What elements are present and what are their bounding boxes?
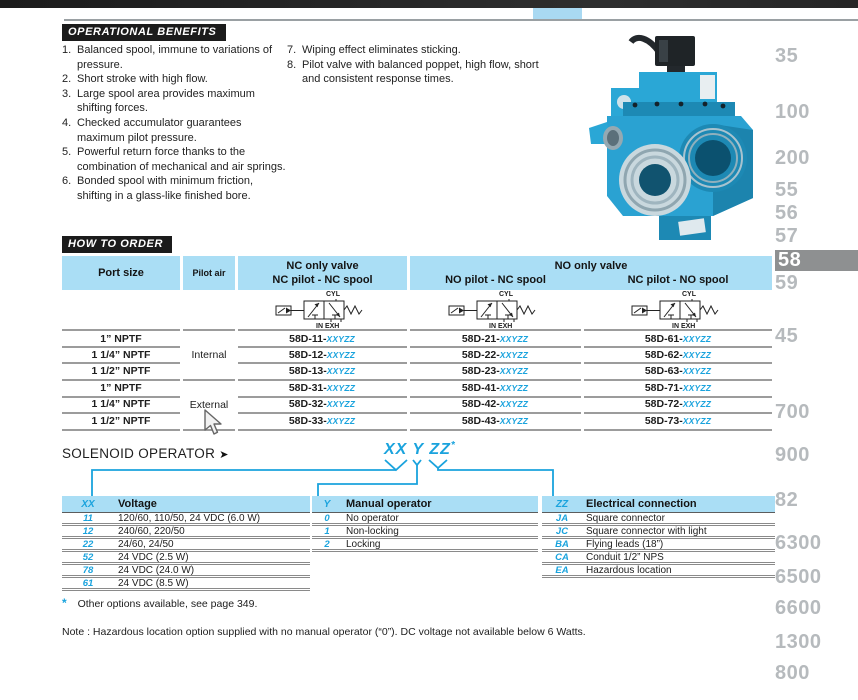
manual-operator-table <box>312 496 538 552</box>
port-size-value: 1 1/4” NPTF <box>91 349 151 361</box>
page-tab-900: 900 <box>775 444 810 466</box>
port-size-value: 1” NPTF <box>100 382 142 394</box>
port-size-value: 1” NPTF <box>100 333 142 345</box>
port-size-value: 1 1/2” NPTF <box>91 365 151 377</box>
part-number: 58D-11-XXYZZ <box>289 333 355 345</box>
code-header-y: Y <box>323 498 331 510</box>
part-number: 58D-61-XXYZZ <box>644 333 712 345</box>
page-tab-6500: 6500 <box>775 566 822 588</box>
valve-schematic-icon <box>274 299 370 323</box>
part-number: 58D-21-XXYZZ <box>461 333 529 345</box>
section-title-operational-benefits: OPERATIONAL BENEFITS <box>62 24 226 41</box>
electrical-row: JA Square connector <box>542 513 775 526</box>
page-tab-82: 82 <box>775 489 799 511</box>
voltage-row: 52 24 VDC (2.5 W) <box>62 552 310 565</box>
mouse-cursor <box>203 409 225 437</box>
page-tab-800: 800 <box>775 662 810 684</box>
symbol-label-cyl: CYL <box>326 291 340 298</box>
nc-valve-title: NC only valve <box>286 260 359 272</box>
part-number: 58D-72-XXYZZ <box>644 398 712 410</box>
part-number: 58D-23-XXYZZ <box>461 365 529 377</box>
symbol-label-in-exh: IN EXH <box>316 323 340 330</box>
voltage-table-header: XX Voltage <box>62 496 310 513</box>
arrowhead-icon: ➤ <box>219 449 229 461</box>
benefit-item: 3. Large spool area provides maximum shifting forces. <box>62 87 255 115</box>
part-number: 58D-62-XXYZZ <box>644 349 712 361</box>
voltage-row: 78 24 VDC (24.0 W) <box>62 565 310 578</box>
asterisk-mark: * <box>62 596 67 610</box>
solenoid-operator-heading: SOLENOID OPERATOR ➤ <box>62 446 229 461</box>
benefit-item: 1. Balanced spool, immune to variations of pressure. <box>62 44 273 71</box>
benefits-list-right <box>287 43 542 87</box>
page-top-rule <box>64 19 858 21</box>
page-tab-35: 35 <box>775 45 799 67</box>
benefit-item: 7. Wiping effect eliminates sticking. <box>287 44 461 56</box>
symbol-label-in-exh: IN EXH <box>672 323 696 330</box>
electrical-row: CA Conduit 1/2” NPS <box>542 552 775 565</box>
column-header-pilot-air: Pilot air <box>183 256 235 290</box>
part-number: 58D-71-XXYZZ <box>644 382 712 394</box>
page-tab-56: 56 <box>775 202 799 224</box>
part-number: 58D-42-XXYZZ <box>461 398 529 410</box>
no-valve-subtitles <box>410 273 772 287</box>
benefit-item: 6. Bonded spool with minimum friction, shifting in a glass-like finished bore. <box>62 175 254 202</box>
footnote: * Other options available, see page 349. <box>62 596 258 610</box>
benefit-item: 2. Short stroke with high flow. <box>62 73 208 86</box>
electrical-connection-table-header: ZZ Electrical connection <box>542 496 775 513</box>
page-tab-55: 55 <box>775 179 799 201</box>
page-tab-59: 59 <box>775 272 799 294</box>
manual-operator-row: 0 No operator <box>312 513 538 526</box>
symbol-label-cyl: CYL <box>682 291 696 298</box>
symbol-label-in-exh: IN EXH <box>489 323 513 330</box>
column-header-port-size: Port size <box>62 256 180 290</box>
asterisk-mark: * <box>450 440 456 451</box>
page-tab-700: 700 <box>775 401 810 423</box>
benefit-item: 8. Pilot valve with balanced poppet, high flow, short and consistent response times. <box>287 58 539 86</box>
electrical-row: JC Square connector with light <box>542 526 775 539</box>
symbol-label-cyl: CYL <box>499 291 513 298</box>
part-number: 58D-12-XXYZZ <box>288 349 356 361</box>
part-number: 58D-43-XXYZZ <box>461 415 529 427</box>
part-number: 58D-32-XXYZZ <box>288 398 356 410</box>
nc-pilot-no-spool-label: NC pilot - NO spool <box>627 274 729 286</box>
order-code-xxyzz: XX Y ZZ* <box>384 440 456 458</box>
section-title-how-to-order: HOW TO ORDER <box>62 236 172 253</box>
page-tab-6300: 6300 <box>775 532 822 554</box>
no-valve-title: NO only valve <box>554 260 628 272</box>
benefits-list-left <box>62 43 290 204</box>
page-tab-58-active: 58 <box>775 250 858 271</box>
part-number: 58D-31-XXYZZ <box>288 382 356 394</box>
electrical-connection-table <box>542 496 775 578</box>
page-tab-45: 45 <box>775 325 799 347</box>
port-size-value: 1 1/4” NPTF <box>91 398 151 410</box>
page-tab-200: 200 <box>775 147 810 169</box>
voltage-table <box>62 496 310 591</box>
valve-schematic-icon <box>630 299 726 323</box>
pilot-air-external: External <box>189 399 229 411</box>
benefit-item: 4. Checked accumulator guarantees maximum pilot pressure. <box>62 116 242 144</box>
page-tab-1300: 1300 <box>775 631 822 653</box>
port-size-value: 1 1/2” NPTF <box>91 415 151 427</box>
valve-product-photo <box>563 28 773 246</box>
valve-schematic-icon <box>447 299 543 323</box>
electrical-row: EA Hazardous location <box>542 565 775 578</box>
code-header-xx: XX <box>81 498 95 510</box>
valve-symbol-no-left <box>447 291 543 330</box>
part-number: 58D-13-XXYZZ <box>288 365 356 377</box>
benefit-item: 5. Powerful return force thanks to the combination of mechanical and air springs. <box>62 146 286 173</box>
manual-operator-row: 1 Non-locking <box>312 526 538 539</box>
part-number: 58D-63-XXYZZ <box>644 365 712 377</box>
column-header-no-valve <box>410 256 772 290</box>
part-number: 58D-73-XXYZZ <box>644 415 712 427</box>
part-number: 58D-33-XXYZZ <box>288 415 356 427</box>
voltage-row: 12 240/60, 220/50 <box>62 526 310 539</box>
voltage-row: 22 24/60, 24/50 <box>62 539 310 552</box>
nc-valve-subtitle: NC pilot - NC spool <box>272 274 373 286</box>
window-top-bar <box>0 0 858 8</box>
page-tab-57: 57 <box>775 225 799 247</box>
no-pilot-nc-spool-label: NO pilot - NC spool <box>445 274 546 286</box>
electrical-row: BA Flying leads (18”) <box>542 539 775 552</box>
voltage-row: 61 24 VDC (8.5 W) <box>62 578 310 591</box>
part-number: 58D-22-XXYZZ <box>461 349 529 361</box>
voltage-row: 11 120/60, 110/50, 24 VDC (6.0 W) <box>62 513 310 526</box>
valve-symbol-no-right <box>630 291 726 330</box>
part-number: 58D-41-XXYZZ <box>461 382 529 394</box>
code-header-zz: ZZ <box>555 498 569 510</box>
note-text: Note : Hazardous location option supplied with no manual operator (“0”). DC voltage not available below 6 Watts. <box>62 626 586 638</box>
page-tab-100: 100 <box>775 101 810 123</box>
valve-symbol-nc <box>274 291 370 330</box>
column-header-nc-valve <box>238 256 407 290</box>
scrollbar-thumb[interactable] <box>533 8 582 19</box>
manual-operator-row: 2 Locking <box>312 539 538 552</box>
page-tab-6600: 6600 <box>775 597 822 619</box>
pilot-air-internal: Internal <box>191 349 227 361</box>
manual-operator-table-header: Y Manual operator <box>312 496 538 513</box>
